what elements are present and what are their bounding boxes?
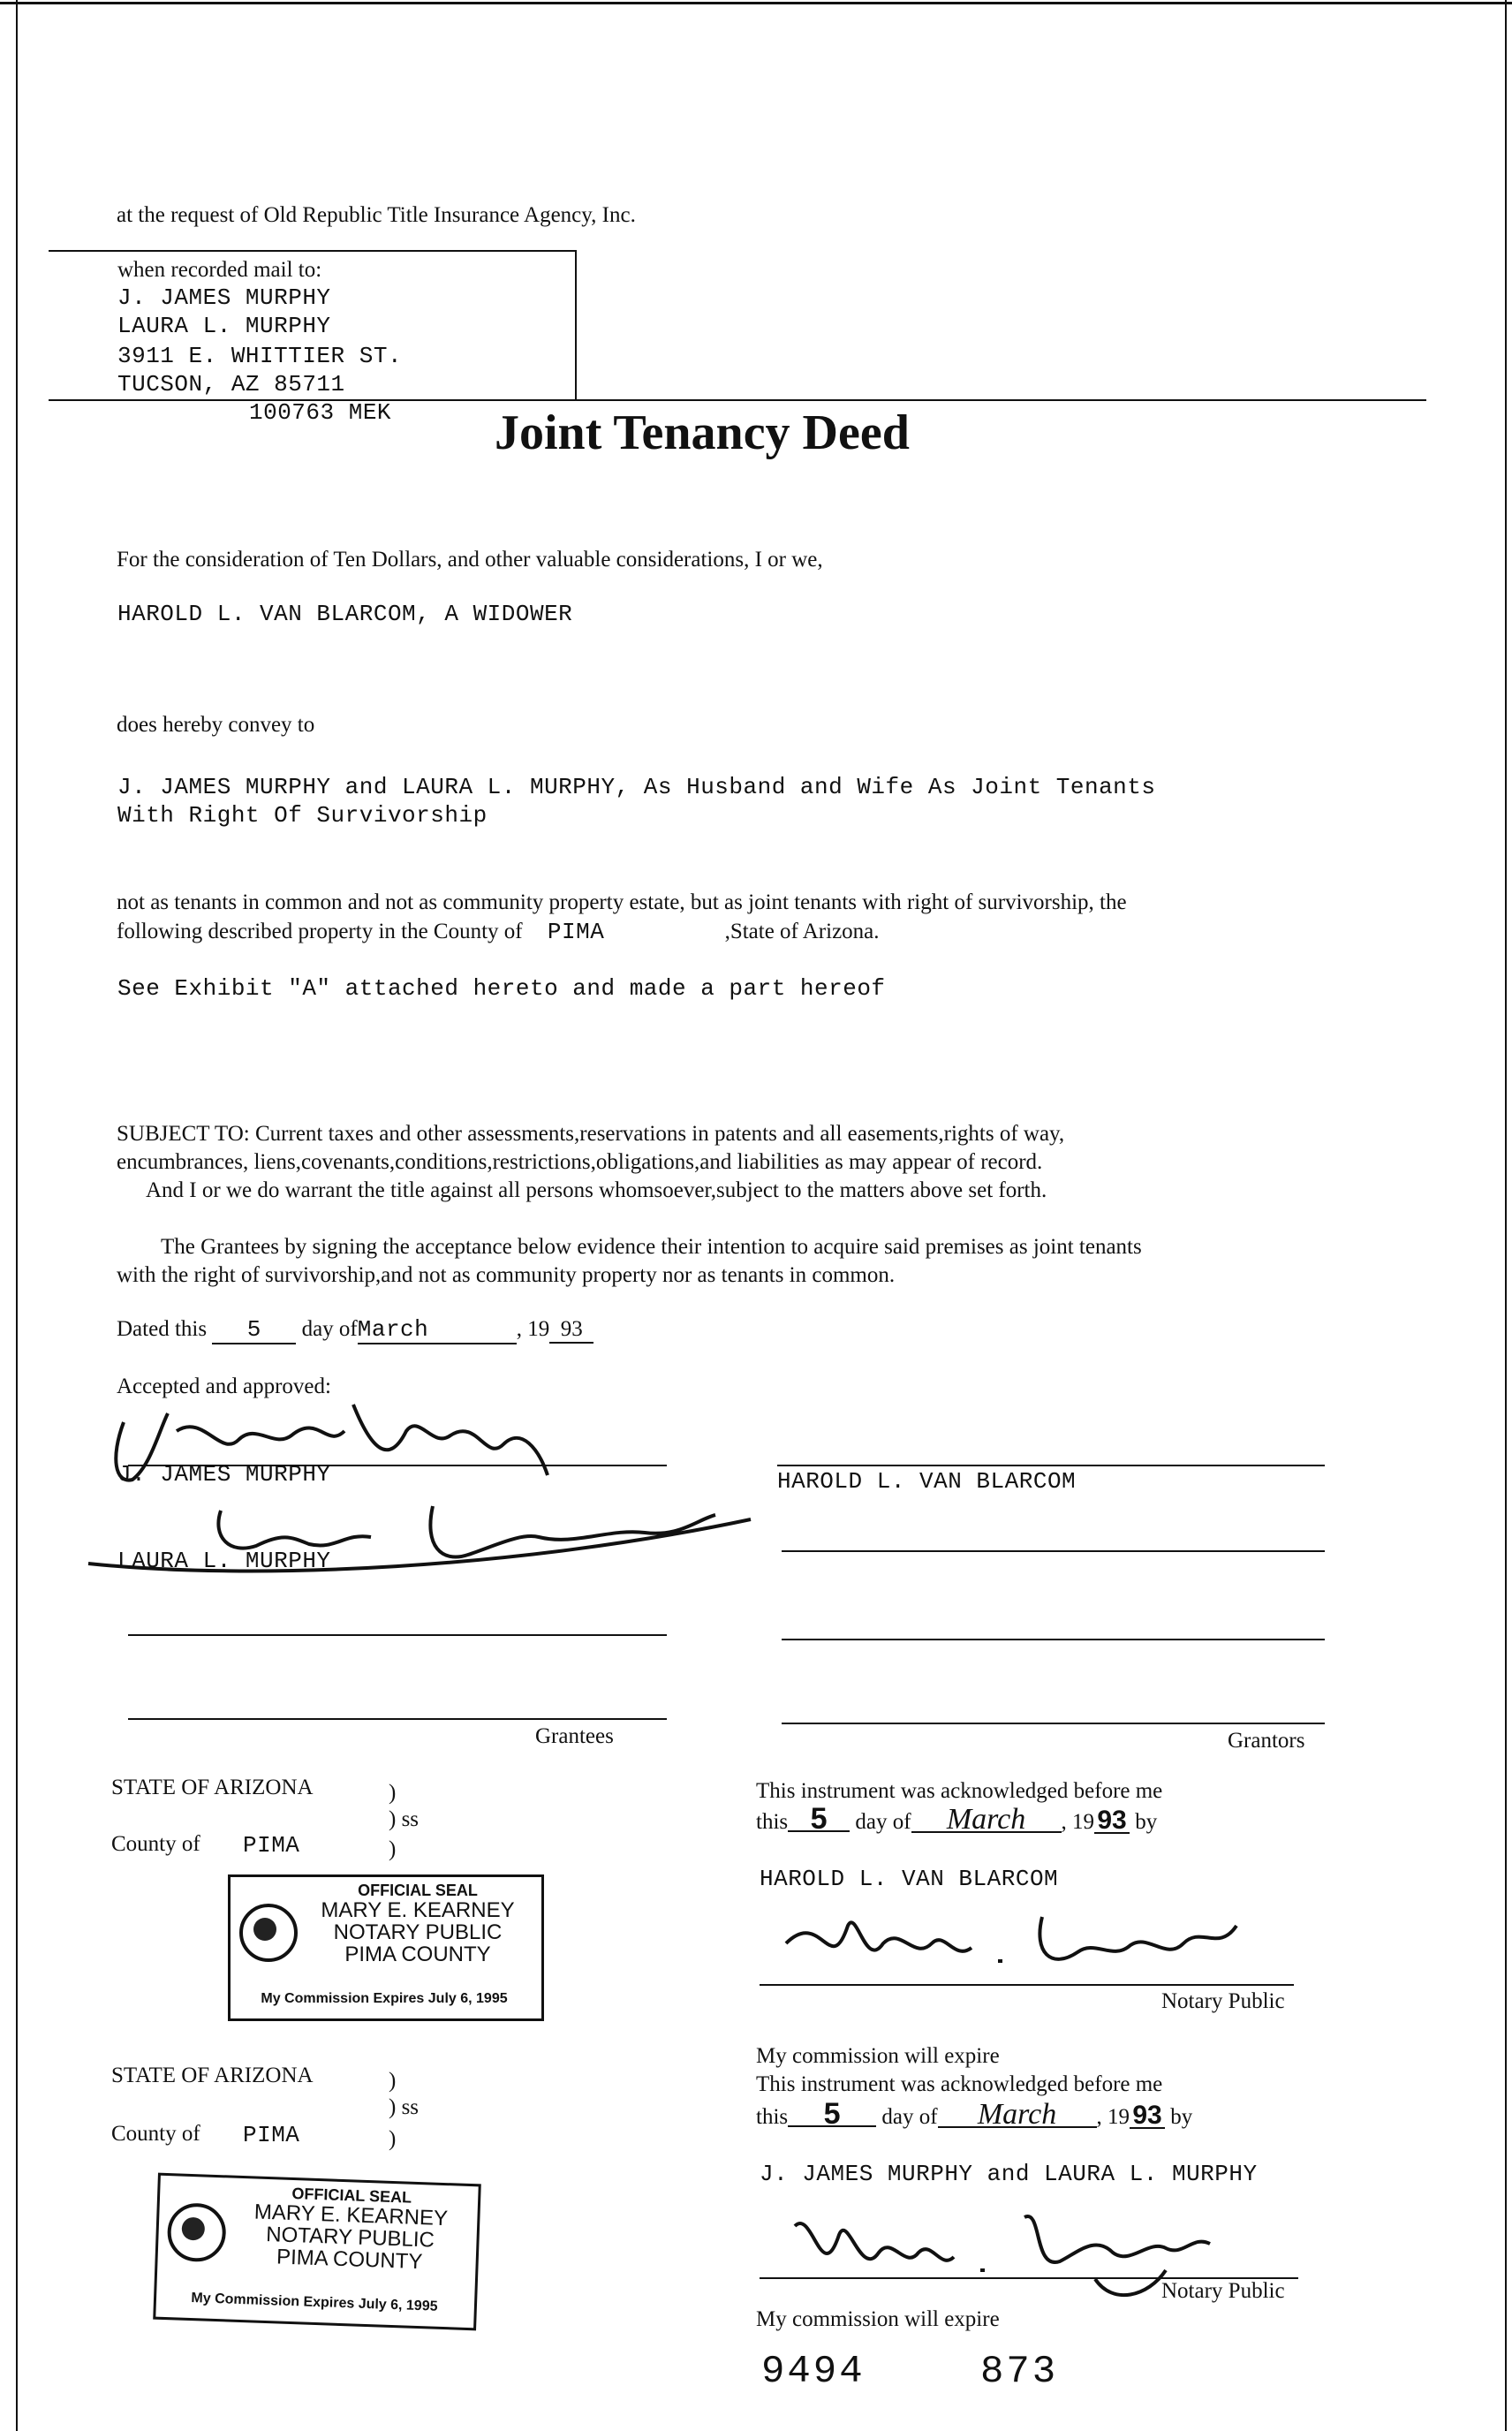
notary1-seal-line3: NOTARY PUBLIC	[333, 1920, 503, 1945]
notary1-seal-line1: OFFICIAL SEAL	[358, 1882, 478, 1899]
notary2-paren3: )	[389, 2127, 397, 2151]
notary1-paren1: )	[389, 1781, 397, 1805]
notary1-seal-line5: My Commission Expires July 6, 1995	[261, 1991, 508, 2006]
notary2-county: PIMA	[243, 2122, 300, 2148]
notary1-by: by	[1135, 1810, 1158, 1834]
mail-to-line4: TUCSON, AZ 85711	[117, 371, 345, 398]
mail-box-right	[575, 250, 577, 400]
accepted-label: Accepted and approved:	[117, 1375, 331, 1398]
docket-number: 9494	[761, 2350, 866, 2394]
notary2-year-prefix: , 19	[1096, 2105, 1130, 2129]
tenancy-line2-b: ,State of Arizona.	[724, 920, 880, 943]
notary1-year: 93	[1094, 1809, 1130, 1834]
grantee1-name: J. JAMES MURPHY	[117, 1461, 331, 1488]
page-number: 873	[980, 2350, 1059, 2394]
notary2-year: 93	[1130, 2104, 1165, 2129]
notary2-seal-line2: MARY E. KEARNEY	[253, 2200, 449, 2231]
grantor-name: HAROLD L. VAN BLARCOM, A WIDOWER	[117, 601, 573, 627]
grantors-label: Grantors	[1228, 1729, 1305, 1753]
notary2-paren1: )	[389, 2069, 397, 2093]
grantor4-sig-line	[782, 1723, 1325, 1724]
notary2-by: by	[1170, 2105, 1193, 2129]
notary2-person: J. JAMES MURPHY and LAURA L. MURPHY	[760, 2161, 1258, 2187]
subject-line2: encumbrances, liens,covenants,conditions,restrictions,obligations,and liabilities as may appear of record.	[117, 1150, 1043, 1174]
notary1-this: this	[756, 1810, 789, 1834]
dated-line	[117, 1316, 593, 1344]
notary1-seal-line4: PIMA COUNTY	[344, 1943, 491, 1967]
left-border	[16, 0, 18, 2431]
notary1-state: STATE OF ARIZONA	[111, 1776, 314, 1799]
tenancy-line2	[117, 919, 880, 945]
right-border	[1505, 0, 1507, 2431]
tenancy-line1: not as tenants in common and not as community property estate, but as joint tenants with right of survivorship, the	[117, 890, 1127, 914]
notary1-signature	[760, 1890, 1254, 1996]
notary2-seal-text	[228, 2184, 472, 2276]
warrant-text: And I or we do warrant the title against all persons whomsoever,subject to the matters above set forth.	[146, 1178, 1047, 1202]
notary1-day-of: day of	[855, 1810, 911, 1834]
notary2-day: 5	[788, 2102, 876, 2127]
grantees-line1: J. JAMES MURPHY and LAURA L. MURPHY, As Husband and Wife As Joint Tenants	[117, 774, 1156, 800]
notary1-ack-line1: This instrument was acknowledged before me	[756, 1779, 1163, 1803]
grantor2-sig-line	[782, 1550, 1325, 1552]
grantee2-name: LAURA L. MURPHY	[117, 1548, 331, 1574]
subject-line1: SUBJECT TO: Current taxes and other assessments,reservations in patents and all easements,rights of way,	[117, 1122, 1065, 1146]
notary2-county-label: County of	[111, 2122, 200, 2146]
notary1-paren3: )	[389, 1837, 397, 1861]
grantees-intent-line2: with the right of survivorship,and not as community property nor as tenants in common.	[117, 1263, 896, 1287]
notary1-day: 5	[788, 1807, 850, 1832]
escrow-number: 100763 MEK	[249, 399, 392, 426]
notary1-year-prefix: , 19	[1061, 1810, 1095, 1834]
notary2-commission: My commission will expire	[756, 2307, 1000, 2331]
dated-year-prefix: , 19	[516, 1317, 550, 1341]
notary2-ack-line1: This instrument was acknowledged before me	[756, 2072, 1163, 2096]
notary2-seal-line4: PIMA COUNTY	[276, 2245, 423, 2275]
notary1-commission: My commission will expire	[756, 2044, 1000, 2068]
grantor1-sig-line	[777, 1465, 1325, 1466]
mail-to-line3: 3911 E. WHITTIER ST.	[117, 343, 403, 369]
notary2-state: STATE OF ARIZONA	[111, 2064, 314, 2087]
mail-to-line1: J. JAMES MURPHY	[117, 284, 331, 311]
document-title: Joint Tenancy Deed	[495, 405, 910, 460]
dated-year: 93	[549, 1317, 593, 1344]
dated-day: 5	[212, 1316, 296, 1344]
dated-mid: day of	[301, 1317, 358, 1341]
dated-month: March	[358, 1316, 517, 1344]
notary2-seal-emblem	[167, 2202, 227, 2262]
notary2-day-of: day of	[881, 2105, 938, 2129]
notary1-ss: ) ss	[389, 1807, 420, 1831]
notary2-seal-line3: NOTARY PUBLIC	[265, 2223, 435, 2253]
consideration-text: For the consideration of Ten Dollars, and other valuable considerations, I or we,	[117, 548, 823, 572]
grantee4-sig-line	[128, 1718, 667, 1720]
grantees-intent-line1: The Grantees by signing the acceptance below evidence their intention to acquire said premises as joint tenants	[161, 1235, 1142, 1259]
notary1-notary-label: Notary Public	[1161, 1989, 1285, 2013]
notary1-month: March	[911, 1808, 1062, 1833]
grantees-line2: With Right Of Survivorship	[117, 802, 488, 829]
notary1-county-label: County of	[111, 1832, 200, 1856]
notary2-seal-stamp	[153, 2173, 481, 2331]
tenancy-county: PIMA	[547, 919, 605, 945]
notary1-seal-emblem	[239, 1904, 298, 1962]
notary2-ss: ) ss	[389, 2095, 420, 2119]
grantee2-signature	[79, 1484, 768, 1590]
request-line: at the request of Old Republic Title Insurance Agency, Inc.	[117, 203, 636, 227]
mail-to-label: when recorded mail to:	[117, 258, 322, 282]
grantor1-name: HAROLD L. VAN BLARCOM	[777, 1468, 1077, 1495]
notary1-ack-line2	[756, 1802, 1158, 1836]
notary2-this: this	[756, 2105, 789, 2129]
grantee3-sig-line	[128, 1634, 667, 1636]
notary2-seal-line1: OFFICIAL SEAL	[291, 2184, 412, 2207]
notary2-notary-label: Notary Public	[1161, 2279, 1285, 2303]
mail-to-line2: LAURA L. MURPHY	[117, 313, 331, 339]
notary1-seal-line2: MARY E. KEARNEY	[321, 1897, 515, 1922]
notary1-sig-line	[760, 1984, 1294, 1986]
notary2-seal-line5: My Commission Expires July 6, 1995	[191, 2291, 438, 2314]
exhibit-text: See Exhibit "A" attached hereto and made a part hereof	[117, 975, 886, 1002]
convey-text: does hereby convey to	[117, 713, 315, 737]
grantees-label: Grantees	[535, 1724, 614, 1748]
dated-prefix: Dated this	[117, 1317, 208, 1341]
notary1-seal-text	[299, 1882, 536, 1965]
notary2-ack-line2	[756, 2097, 1193, 2131]
notary1-person: HAROLD L. VAN BLARCOM	[760, 1866, 1059, 1892]
notary1-seal-stamp	[228, 1874, 544, 2021]
grantor3-sig-line	[782, 1639, 1325, 1640]
notary1-county: PIMA	[243, 1832, 300, 1859]
mail-box-top	[49, 250, 577, 252]
tenancy-line2-a: following described property in the County of	[117, 920, 523, 943]
notary2-month: March	[938, 2103, 1097, 2128]
top-border	[0, 2, 1512, 4]
